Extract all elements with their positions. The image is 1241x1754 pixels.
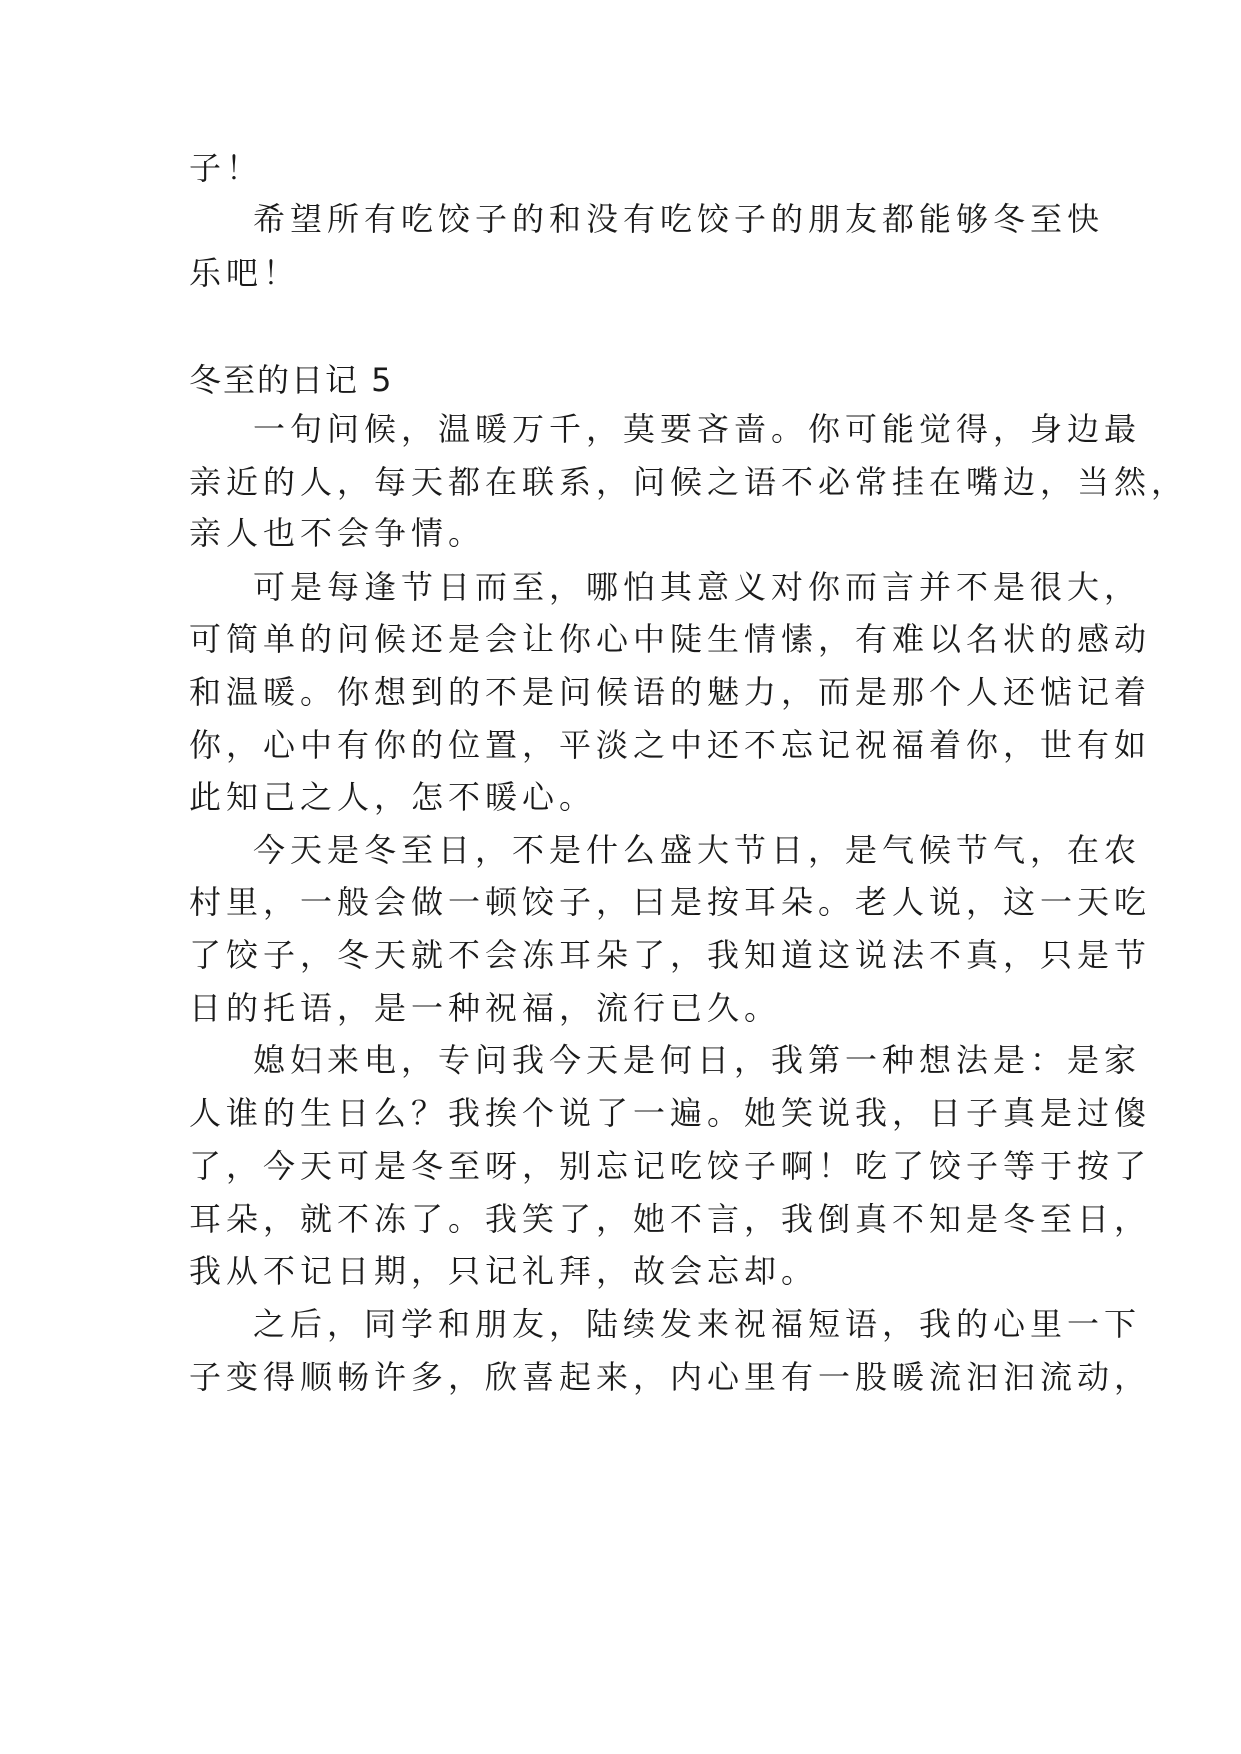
paragraph-line: 亲近的人，每天都在联系，问候之语不必常挂在嘴边，当然， bbox=[189, 463, 1189, 501]
paragraph-line: 村里，一般会做一顿饺子，曰是按耳朵。老人说，这一天吃 bbox=[189, 883, 1152, 921]
paragraph-line: 可是每逢节日而至，哪怕其意义对你而言并不是很大， bbox=[253, 568, 1142, 606]
paragraph-line: 一句问候，温暖万千，莫要吝啬。你可能觉得，身边最 bbox=[253, 410, 1142, 448]
paragraph-line: 人谁的生日么？我挨个说了一遍。她笑说我，日子真是过傻 bbox=[189, 1094, 1152, 1132]
paragraph-line: 了饺子，冬天就不会冻耳朵了，我知道这说法不真，只是节 bbox=[189, 936, 1152, 974]
paragraph-line: 和温暖。你想到的不是问候语的魅力，而是那个人还惦记着 bbox=[189, 673, 1152, 711]
section-title: 冬至的日记 5 bbox=[189, 361, 394, 399]
paragraph-line: 子变得顺畅许多，欣喜起来，内心里有一股暖流汩汩流动， bbox=[189, 1358, 1152, 1396]
paragraph-line: 此知己之人，怎不暖心。 bbox=[189, 778, 597, 816]
paragraph-line: 可简单的问候还是会让你心中陡生情愫，有难以名状的感动 bbox=[189, 620, 1152, 658]
closing-paragraph-line: 希望所有吃饺子的和没有吃饺子的朋友都能够冬至快 bbox=[253, 200, 1105, 238]
paragraph-line: 了，今天可是冬至呀，别忘记吃饺子啊！吃了饺子等于按了 bbox=[189, 1147, 1152, 1185]
paragraph-line: 你，心中有你的位置，平淡之中还不忘记祝福着你，世有如 bbox=[189, 726, 1152, 764]
closing-paragraph-line: 乐吧！ bbox=[189, 254, 301, 292]
continuation-line: 子！ bbox=[189, 149, 264, 187]
paragraph-line: 今天是冬至日，不是什么盛大节日，是气候节气，在农 bbox=[253, 831, 1142, 869]
paragraph-line: 日的托语，是一种祝福，流行已久。 bbox=[189, 989, 782, 1027]
paragraph-line: 媳妇来电，专问我今天是何日，我第一种想法是：是家 bbox=[253, 1041, 1142, 1079]
paragraph-line: 亲人也不会争情。 bbox=[189, 514, 486, 552]
paragraph-line: 之后，同学和朋友，陆续发来祝福短语，我的心里一下 bbox=[253, 1305, 1142, 1343]
paragraph-line: 我从不记日期，只记礼拜，故会忘却。 bbox=[189, 1252, 819, 1290]
paragraph-line: 耳朵，就不冻了。我笑了，她不言，我倒真不知是冬至日， bbox=[189, 1200, 1152, 1238]
